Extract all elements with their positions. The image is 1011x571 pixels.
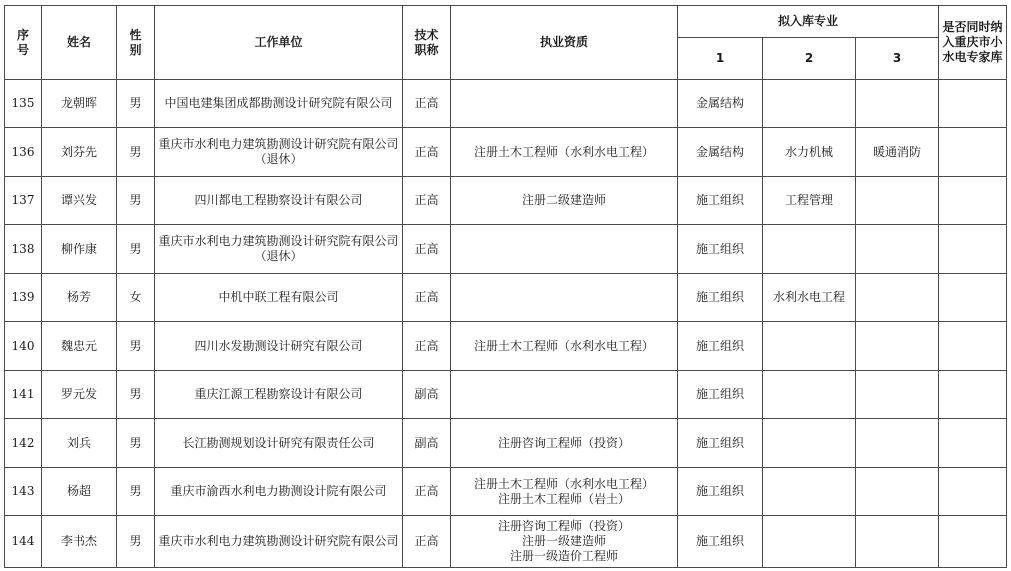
table-row [5,177,1007,225]
cell-qualification: 注册土木工程师（水利水电工程） [451,322,678,371]
cell-title: 副高 [403,419,451,468]
cell-also-small-hydro [939,128,1007,177]
cell-title: 正高 [403,225,451,274]
cell-seq: 144 [5,516,42,568]
header-major-group: 拟入库专业 [678,6,939,38]
cell-gender: 男 [117,225,155,274]
table-row [5,371,1007,419]
table-row [5,516,1007,568]
cell-seq: 139 [5,274,42,322]
cell-also-small-hydro [939,516,1007,568]
cell-major-2 [763,225,856,274]
cell-title: 正高 [403,80,451,128]
cell-qualification: 注册咨询工程师（投资） [451,419,678,468]
cell-major-3 [856,80,939,128]
cell-title: 正高 [403,274,451,322]
cell-qualification [451,371,678,419]
table-header [5,6,1007,80]
header-title: 技术 职称 [403,6,451,80]
cell-major-1: 施工组织 [678,274,763,322]
cell-also-small-hydro [939,80,1007,128]
cell-seq: 142 [5,419,42,468]
cell-major-2: 水力机械 [763,128,856,177]
cell-gender: 男 [117,128,155,177]
cell-seq: 141 [5,371,42,419]
cell-title: 正高 [403,468,451,516]
cell-major-3 [856,177,939,225]
cell-unit: 重庆市渝西水利电力勘测设计院有限公司 [155,468,403,516]
cell-gender: 男 [117,371,155,419]
cell-unit: 四川都电工程勘察设计有限公司 [155,177,403,225]
cell-also-small-hydro [939,419,1007,468]
cell-major-3 [856,371,939,419]
cell-major-2 [763,468,856,516]
cell-seq: 136 [5,128,42,177]
cell-name: 杨芳 [42,274,117,322]
cell-name: 谭兴发 [42,177,117,225]
cell-qualification [451,80,678,128]
cell-also-small-hydro [939,322,1007,371]
cell-unit: 四川水发勘测设计研究有限公司 [155,322,403,371]
cell-qualification: 注册二级建造师 [451,177,678,225]
table-row [5,128,1007,177]
cell-title: 正高 [403,128,451,177]
table-row [5,322,1007,371]
table-row [5,419,1007,468]
cell-major-3 [856,274,939,322]
cell-also-small-hydro [939,468,1007,516]
cell-title: 正高 [403,322,451,371]
cell-name: 刘芬先 [42,128,117,177]
header-also-small-hydro: 是否同时纳 入重庆市小 水电专家库 [939,6,1007,80]
cell-major-1: 金属结构 [678,80,763,128]
cell-gender: 女 [117,274,155,322]
cell-unit: 重庆市水利电力建筑勘测设计研究院有限公司（退休） [155,128,403,177]
cell-seq: 137 [5,177,42,225]
cell-gender: 男 [117,322,155,371]
cell-major-3 [856,468,939,516]
header-name: 姓名 [42,6,117,80]
cell-major-1: 施工组织 [678,225,763,274]
cell-major-2 [763,80,856,128]
cell-qualification: 注册咨询工程师（投资） 注册一级建造师 注册一级造价工程师 [451,516,678,568]
cell-major-2: 工程管理 [763,177,856,225]
table-body [5,80,1007,568]
cell-major-1: 施工组织 [678,371,763,419]
cell-seq: 140 [5,322,42,371]
cell-qualification: 注册土木工程师（水利水电工程） [451,128,678,177]
table-row [5,468,1007,516]
cell-name: 杨超 [42,468,117,516]
cell-seq: 138 [5,225,42,274]
cell-major-2 [763,322,856,371]
cell-major-1: 施工组织 [678,419,763,468]
cell-major-3 [856,516,939,568]
table-row [5,274,1007,322]
cell-unit: 重庆江源工程勘察设计有限公司 [155,371,403,419]
cell-gender: 男 [117,80,155,128]
cell-qualification: 注册土木工程师（水利水电工程） 注册土木工程师（岩土） [451,468,678,516]
cell-major-1: 金属结构 [678,128,763,177]
header-major-1: 1 [678,38,763,80]
cell-major-1: 施工组织 [678,177,763,225]
cell-name: 龙朝晖 [42,80,117,128]
cell-major-2 [763,419,856,468]
cell-major-2 [763,371,856,419]
cell-name: 李书杰 [42,516,117,568]
cell-unit: 长江勘测规划设计研究有限责任公司 [155,419,403,468]
cell-title: 正高 [403,516,451,568]
header-qualification: 执业资质 [451,6,678,80]
table-row [5,80,1007,128]
cell-unit: 中机中联工程有限公司 [155,274,403,322]
cell-seq: 135 [5,80,42,128]
cell-major-2: 水利水电工程 [763,274,856,322]
cell-major-3 [856,322,939,371]
cell-major-3 [856,419,939,468]
cell-seq: 143 [5,468,42,516]
cell-also-small-hydro [939,177,1007,225]
cell-major-1: 施工组织 [678,468,763,516]
cell-name: 柳作康 [42,225,117,274]
header-major-3: 3 [856,38,939,80]
cell-also-small-hydro [939,274,1007,322]
header-unit: 工作单位 [155,6,403,80]
cell-qualification [451,225,678,274]
cell-unit: 中国电建集团成都勘测设计研究院有限公司 [155,80,403,128]
cell-gender: 男 [117,516,155,568]
cell-gender: 男 [117,468,155,516]
cell-unit: 重庆市水利电力建筑勘测设计研究院有限公司（退休） [155,225,403,274]
cell-major-2 [763,516,856,568]
header-major-2: 2 [763,38,856,80]
cell-major-1: 施工组织 [678,516,763,568]
cell-also-small-hydro [939,225,1007,274]
cell-major-1: 施工组织 [678,322,763,371]
cell-title: 正高 [403,177,451,225]
cell-name: 罗元发 [42,371,117,419]
cell-major-3: 暖通消防 [856,128,939,177]
header-seq: 序 号 [5,6,42,80]
expert-table [4,5,1007,568]
cell-gender: 男 [117,177,155,225]
cell-also-small-hydro [939,371,1007,419]
cell-gender: 男 [117,419,155,468]
table-row [5,225,1007,274]
cell-name: 魏忠元 [42,322,117,371]
cell-major-3 [856,225,939,274]
cell-qualification [451,274,678,322]
cell-unit: 重庆市水利电力建筑勘测设计研究院有限公司 [155,516,403,568]
cell-title: 副高 [403,371,451,419]
cell-name: 刘兵 [42,419,117,468]
header-gender: 性 别 [117,6,155,80]
